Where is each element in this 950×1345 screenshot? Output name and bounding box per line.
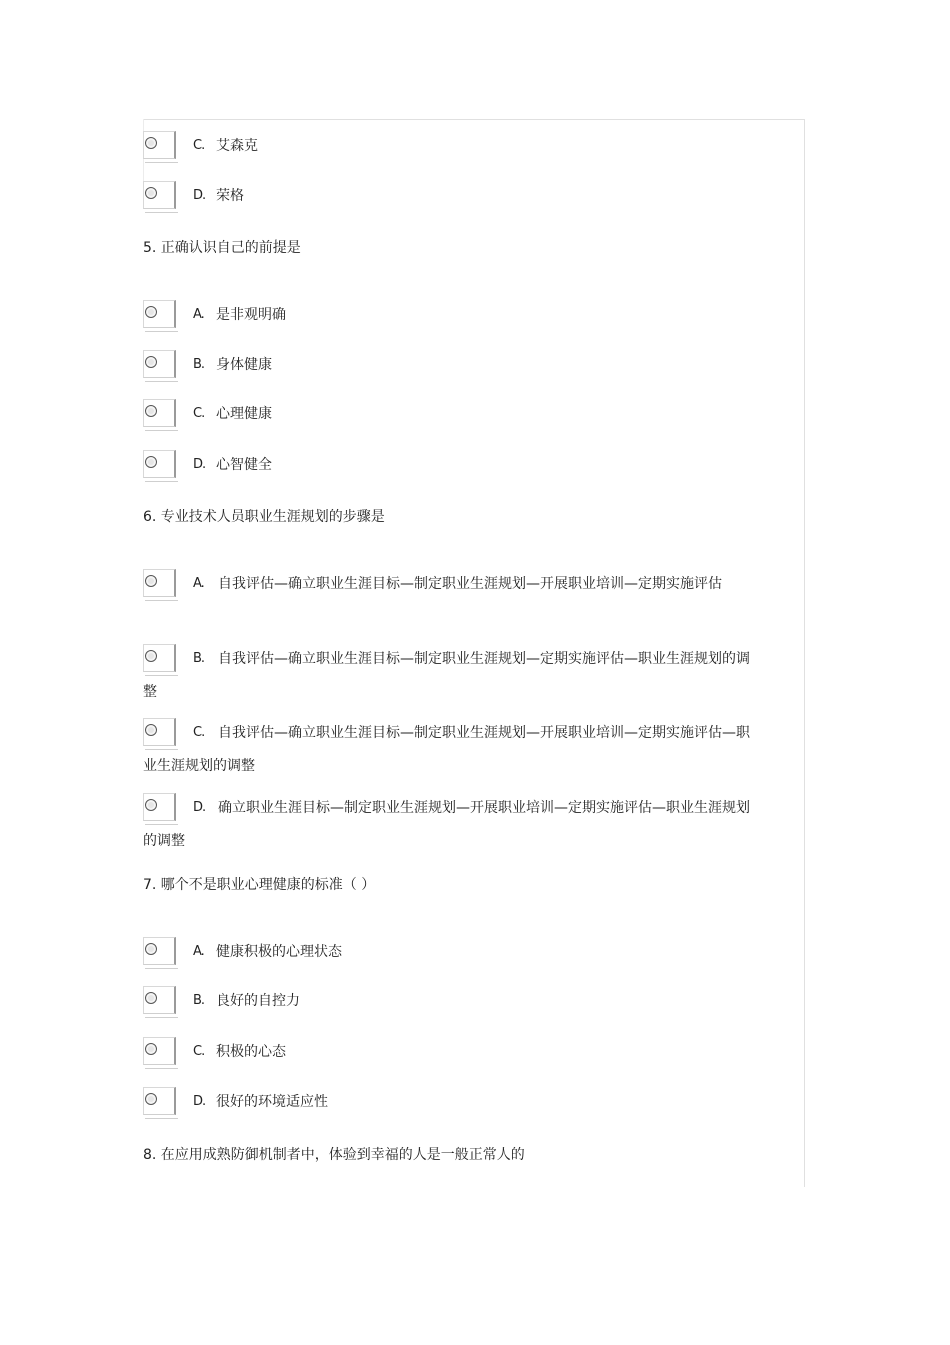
- question-6-title: 6. 专业技术人员职业生涯规划的步骤是: [143, 509, 385, 525]
- question-8-title: 8. 在应用成熟防御机制者中，体验到幸福的人是一般正常人的: [143, 1147, 525, 1163]
- radio-button[interactable]: [145, 356, 157, 368]
- q6-option-d[interactable]: [143, 798, 753, 858]
- radio-button[interactable]: [145, 137, 157, 149]
- radio-button[interactable]: [145, 405, 157, 417]
- option-text: 很好的环境适应性: [216, 1094, 328, 1110]
- option-letter: A.: [193, 307, 204, 322]
- option-letter: D.: [193, 457, 206, 472]
- option-text: 艾森克: [216, 138, 258, 154]
- option-letter: D.: [193, 800, 206, 815]
- option-letter: B.: [193, 993, 205, 1008]
- question-5-title: 5. 正确认识自己的前提是: [143, 240, 301, 256]
- option-letter: D.: [193, 188, 206, 203]
- option-text: 自我评估—确立职业生涯目标—制定职业生涯规划—开展职业培训—定期实施评估—职业生涯规划的调整: [143, 725, 750, 774]
- radio-button[interactable]: [145, 306, 157, 318]
- option-text: 心智健全: [216, 457, 272, 473]
- q6-option-a[interactable]: [143, 574, 753, 634]
- option-letter: C.: [193, 406, 205, 421]
- option-text: 自我评估—确立职业生涯目标—制定职业生涯规划—开展职业培训—定期实施评估: [218, 576, 722, 592]
- option-letter: B.: [193, 651, 205, 666]
- option-text: 积极的心态: [216, 1044, 286, 1060]
- option-letter: C.: [193, 725, 205, 740]
- q6-option-c[interactable]: [143, 723, 753, 783]
- question-7-title: 7. 哪个不是职业心理健康的标准（ ）: [143, 877, 376, 893]
- option-letter: C.: [193, 1044, 205, 1059]
- option-text: 荣格: [216, 188, 244, 204]
- content-frame-right: [804, 119, 805, 1187]
- option-letter: A.: [193, 576, 204, 591]
- option-letter: B.: [193, 357, 205, 372]
- q6-option-b[interactable]: [143, 649, 753, 709]
- radio-button[interactable]: [145, 1093, 157, 1105]
- option-text: 确立职业生涯目标—制定职业生涯规划—开展职业培训—定期实施评估—职业生涯规划的调整: [143, 800, 750, 849]
- option-text: 自我评估—确立职业生涯目标—制定职业生涯规划—定期实施评估—职业生涯规划的调整: [143, 651, 750, 700]
- option-text: 良好的自控力: [216, 993, 300, 1009]
- option-text: 身体健康: [216, 357, 272, 373]
- content-frame-top: [143, 119, 805, 120]
- radio-button[interactable]: [145, 1043, 157, 1055]
- option-text: 健康积极的心理状态: [216, 944, 342, 960]
- radio-button[interactable]: [145, 992, 157, 1004]
- option-letter: D.: [193, 1094, 206, 1109]
- option-letter: A.: [193, 944, 204, 959]
- option-text: 心理健康: [216, 406, 272, 422]
- option-text: 是非观明确: [216, 307, 286, 323]
- option-letter: C.: [193, 138, 205, 153]
- radio-button[interactable]: [145, 943, 157, 955]
- radio-button[interactable]: [145, 187, 157, 199]
- radio-button[interactable]: [145, 456, 157, 468]
